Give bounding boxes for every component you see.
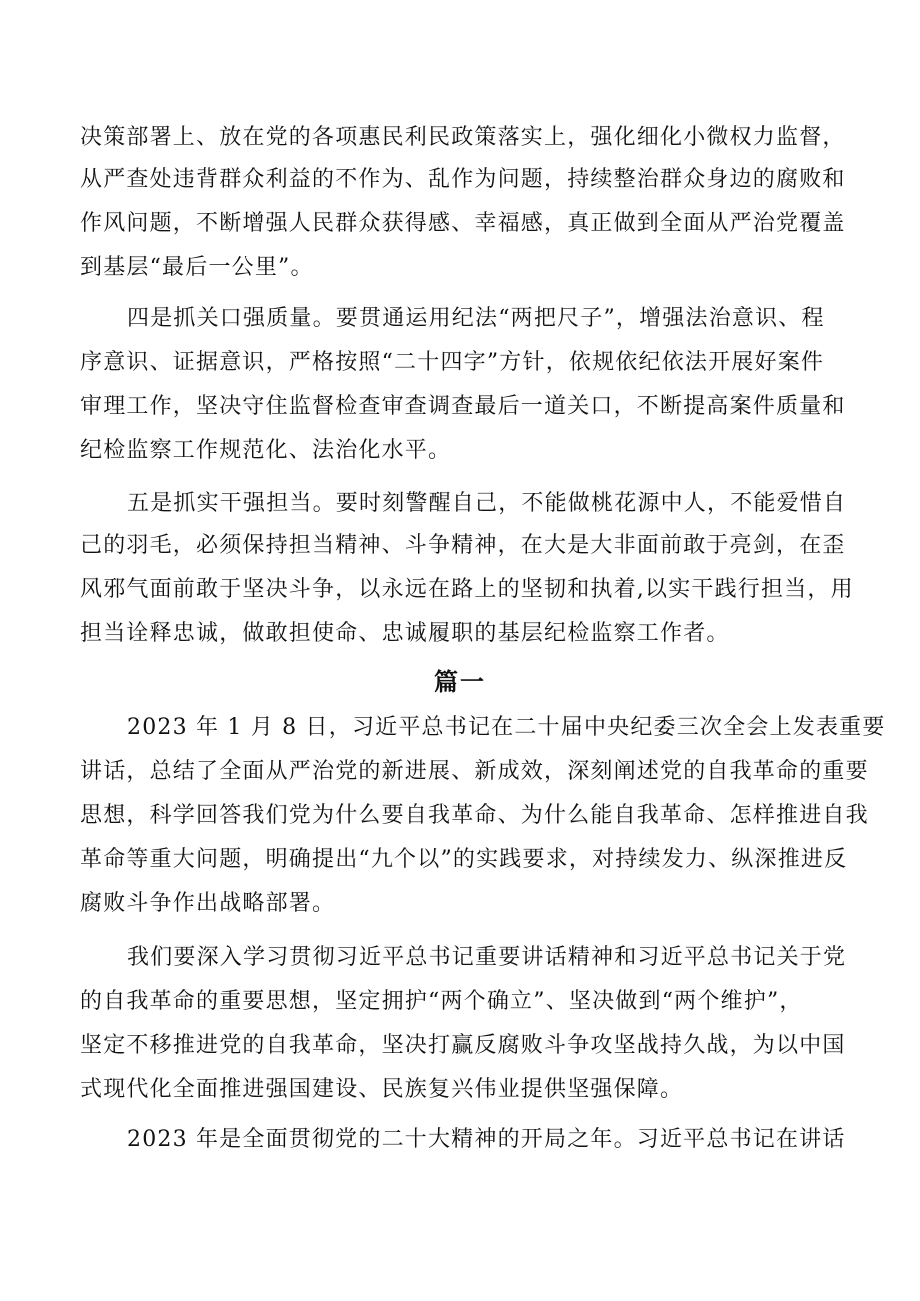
paragraph-3-line-2: 己的羽毛，必须保持担当精神、斗争精神，在大是大非面前敢于亮剑，在歪 <box>80 533 846 558</box>
paragraph-5-line-1: 我们要深入学习贯彻习近平总书记重要讲话精神和习近平总书记关于党 <box>127 945 847 970</box>
paragraph-4-line-3: 思想，科学回答我们党为什么要自我革命、为什么能自我革命、怎样推进自我 <box>80 803 869 828</box>
paragraph-1-line-4: 到基层“最后一公里”。 <box>80 255 314 280</box>
paragraph-5-line-2: 的自我革命的重要思想，坚定拥护“两个确立”、坚决做到“两个维护”， <box>80 989 803 1014</box>
section-title: 篇一 <box>434 667 486 696</box>
paragraph-2-line-4: 纪检监察工作规范化、法治化水平。 <box>80 438 452 463</box>
paragraph-5-line-3: 坚定不移推进党的自我革命，坚决打赢反腐败斗争攻坚战持久战，为以中国 <box>80 1033 846 1058</box>
paragraph-2-line-3: 审理工作，坚决守住监督检查审查调查最后一道关口，不断提高案件质量和 <box>80 394 846 419</box>
paragraph-1-line-3: 作风问题，不断增强人民群众获得感、幸福感，真正做到全面从严治党覆盖 <box>80 211 846 236</box>
paragraph-4-line-1: 2023 年 1 月 8 日，习近平总书记在二十届中央纪委三次全会上发表重要 <box>127 715 886 740</box>
paragraph-3-line-4: 担当诠释忠诚，做敢担使命、忠诚履职的基层纪检监察工作者。 <box>80 621 730 646</box>
paragraph-4-line-4: 革命等重大问题，明确提出“九个以”的实践要求，对持续发力、纵深推进反 <box>80 847 848 872</box>
paragraph-5-line-4: 式现代化全面推进强国建设、民族复兴伟业提供坚强保障。 <box>80 1077 684 1102</box>
paragraph-2-line-1: 四是抓关口强质量。要贯通运用纪法“两把尺子”，增强法治意识、程 <box>127 306 825 331</box>
paragraph-3-line-1: 五是抓实干强担当。要时刻警醒自己，不能做桃花源中人，不能爱惜自 <box>127 491 847 516</box>
paragraph-4-line-5: 腐败斗争作出战略部署。 <box>80 891 336 916</box>
paragraph-1-line-2: 从严查处违背群众利益的不作为、乱作为问题，持续整治群众身边的腐败和 <box>80 167 846 192</box>
paragraph-1-line-1: 决策部署上、放在党的各项惠民利民政策落实上，强化细化小微权力监督， <box>80 125 846 150</box>
paragraph-6-line-1: 2023 年是全面贯彻党的二十大精神的开局之年。习近平总书记在讲话 <box>127 1127 846 1152</box>
paragraph-4-line-2: 讲话，总结了全面从严治党的新进展、新成效，深刻阐述党的自我革命的重要 <box>80 759 869 784</box>
paragraph-3-line-3: 风邪气面前敢于坚决斗争，以永远在路上的坚韧和执着,以实干践行担当，用 <box>80 577 854 602</box>
paragraph-2-line-2: 序意识、证据意识，严格按照“二十四字”方针，依规依纪依法开展好案件 <box>80 350 825 375</box>
